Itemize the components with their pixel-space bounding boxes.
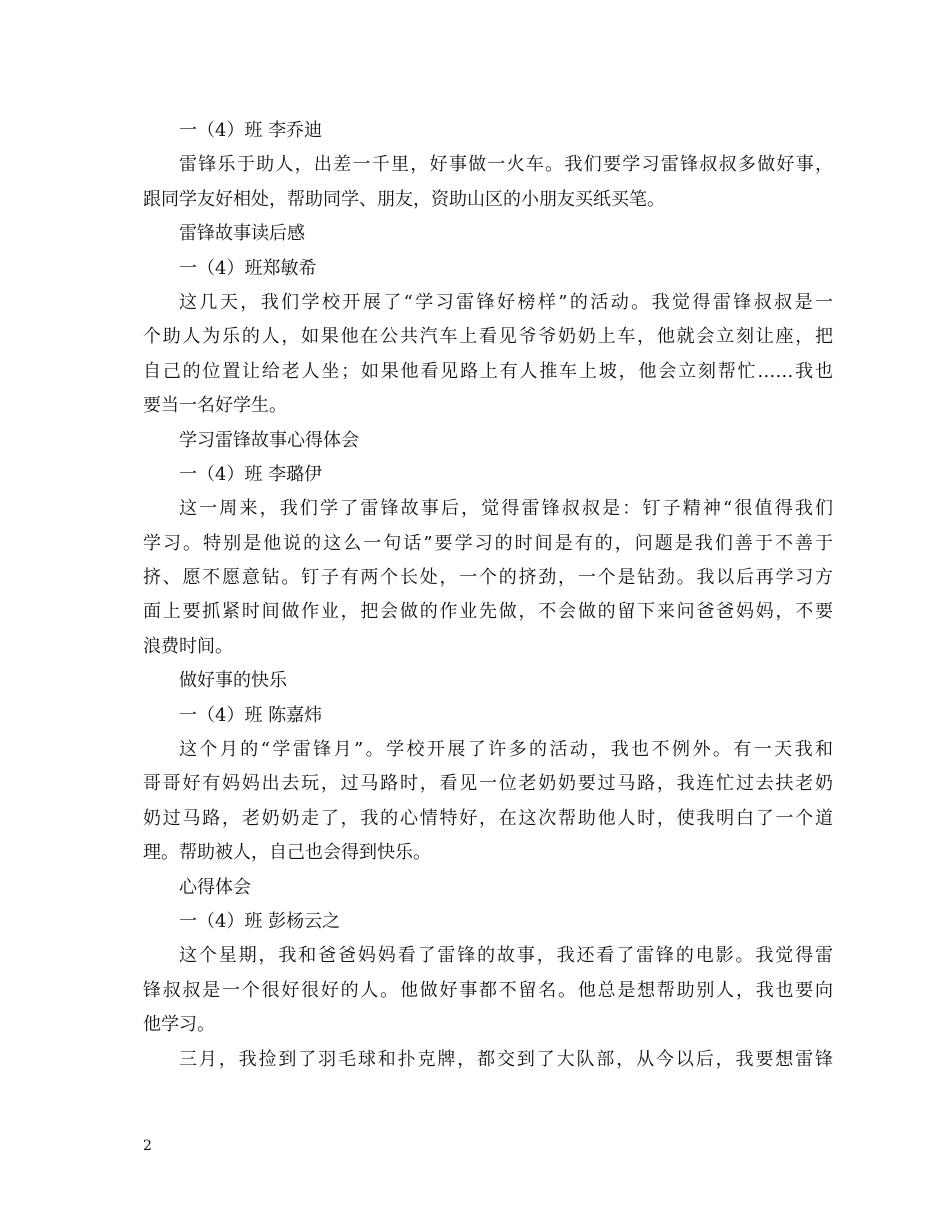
text-line: 一（4）班 彭杨云之: [179, 910, 341, 932]
text-line: 哥哥好有妈妈出去玩，过马路时，看见一位老奶奶要过马路，我连忙过去扶老奶: [143, 773, 833, 795]
text-line: 跟同学友好相处，帮助同学、朋友，资助山区的小朋友买纸买笔。: [143, 188, 665, 210]
text-line: 一（4）班 李乔迪: [179, 120, 323, 141]
text-line: 做好事的快乐: [179, 670, 287, 692]
text-line: 浪费时间。: [143, 635, 233, 657]
text-line: 锋叔叔是一个很好很好的人。他做好事都不留名。他总是想帮助别人，我也要向: [143, 979, 833, 1001]
text-line: 心得体会: [179, 876, 251, 898]
text-line: 这个星期，我和爸爸妈妈看了雷锋的故事，我还看了雷锋的电影。我觉得雷: [179, 945, 833, 967]
text-line: 个助人为乐的人，如果他在公共汽车上看见爷爷奶奶上车，他就会立刻让座，把: [143, 326, 833, 348]
text-line: 一（4）班 李璐伊: [179, 463, 323, 485]
text-line: 理。帮助被人，自己也会得到快乐。: [143, 842, 431, 864]
text-line: 要当一名好学生。: [143, 395, 287, 417]
text-line: 自己的位置让给老人坐；如果他看见路上有人推车上坡，他会立刻帮忙……我也: [143, 360, 833, 382]
page-number: 2: [143, 1138, 152, 1154]
text-line: 这几天，我们学校开展了“学习雷锋好榜样”的活动。我觉得雷锋叔叔是一: [179, 291, 833, 313]
text-line: 雷锋乐于助人，出差一千里，好事做一火车。我们要学习雷锋叔叔多做好事，: [179, 154, 833, 176]
text-line: 一（4）班 陈嘉炜: [179, 704, 323, 726]
text-line: 三月，我捡到了羽毛球和扑克牌，都交到了大队部，从今以后，我要想雷锋: [179, 1048, 833, 1070]
text-line: 学习雷锋故事心得体会: [179, 429, 359, 451]
document-body: [143, 114, 833, 1077]
text-line: 这个月的“学雷锋月”。学校开展了许多的活动，我也不例外。有一天我和: [179, 739, 833, 761]
text-line: 挤、愿不愿意钻。钉子有两个长处，一个的挤劲，一个是钻劲。我以后再学习方: [143, 567, 833, 589]
text-line: 这一周来，我们学了雷锋故事后，觉得雷锋叔叔是：钉子精神“很值得我们: [179, 498, 833, 520]
text-line: 学习。特别是他说的这么一句话”要学习的时间是有的，问题是我们善于不善于: [143, 532, 833, 554]
text-line: 雷锋故事读后感: [179, 223, 305, 245]
text-line: 面上要抓紧时间做作业，把会做的作业先做，不会做的留下来问爸爸妈妈，不要: [143, 601, 833, 623]
text-line: 一（4）班郑敏希: [179, 257, 317, 279]
text-line: 他学习。: [143, 1014, 215, 1036]
text-line: 奶过马路，老奶奶走了，我的心情特好，在这次帮助他人时，使我明白了一个道: [143, 807, 833, 829]
